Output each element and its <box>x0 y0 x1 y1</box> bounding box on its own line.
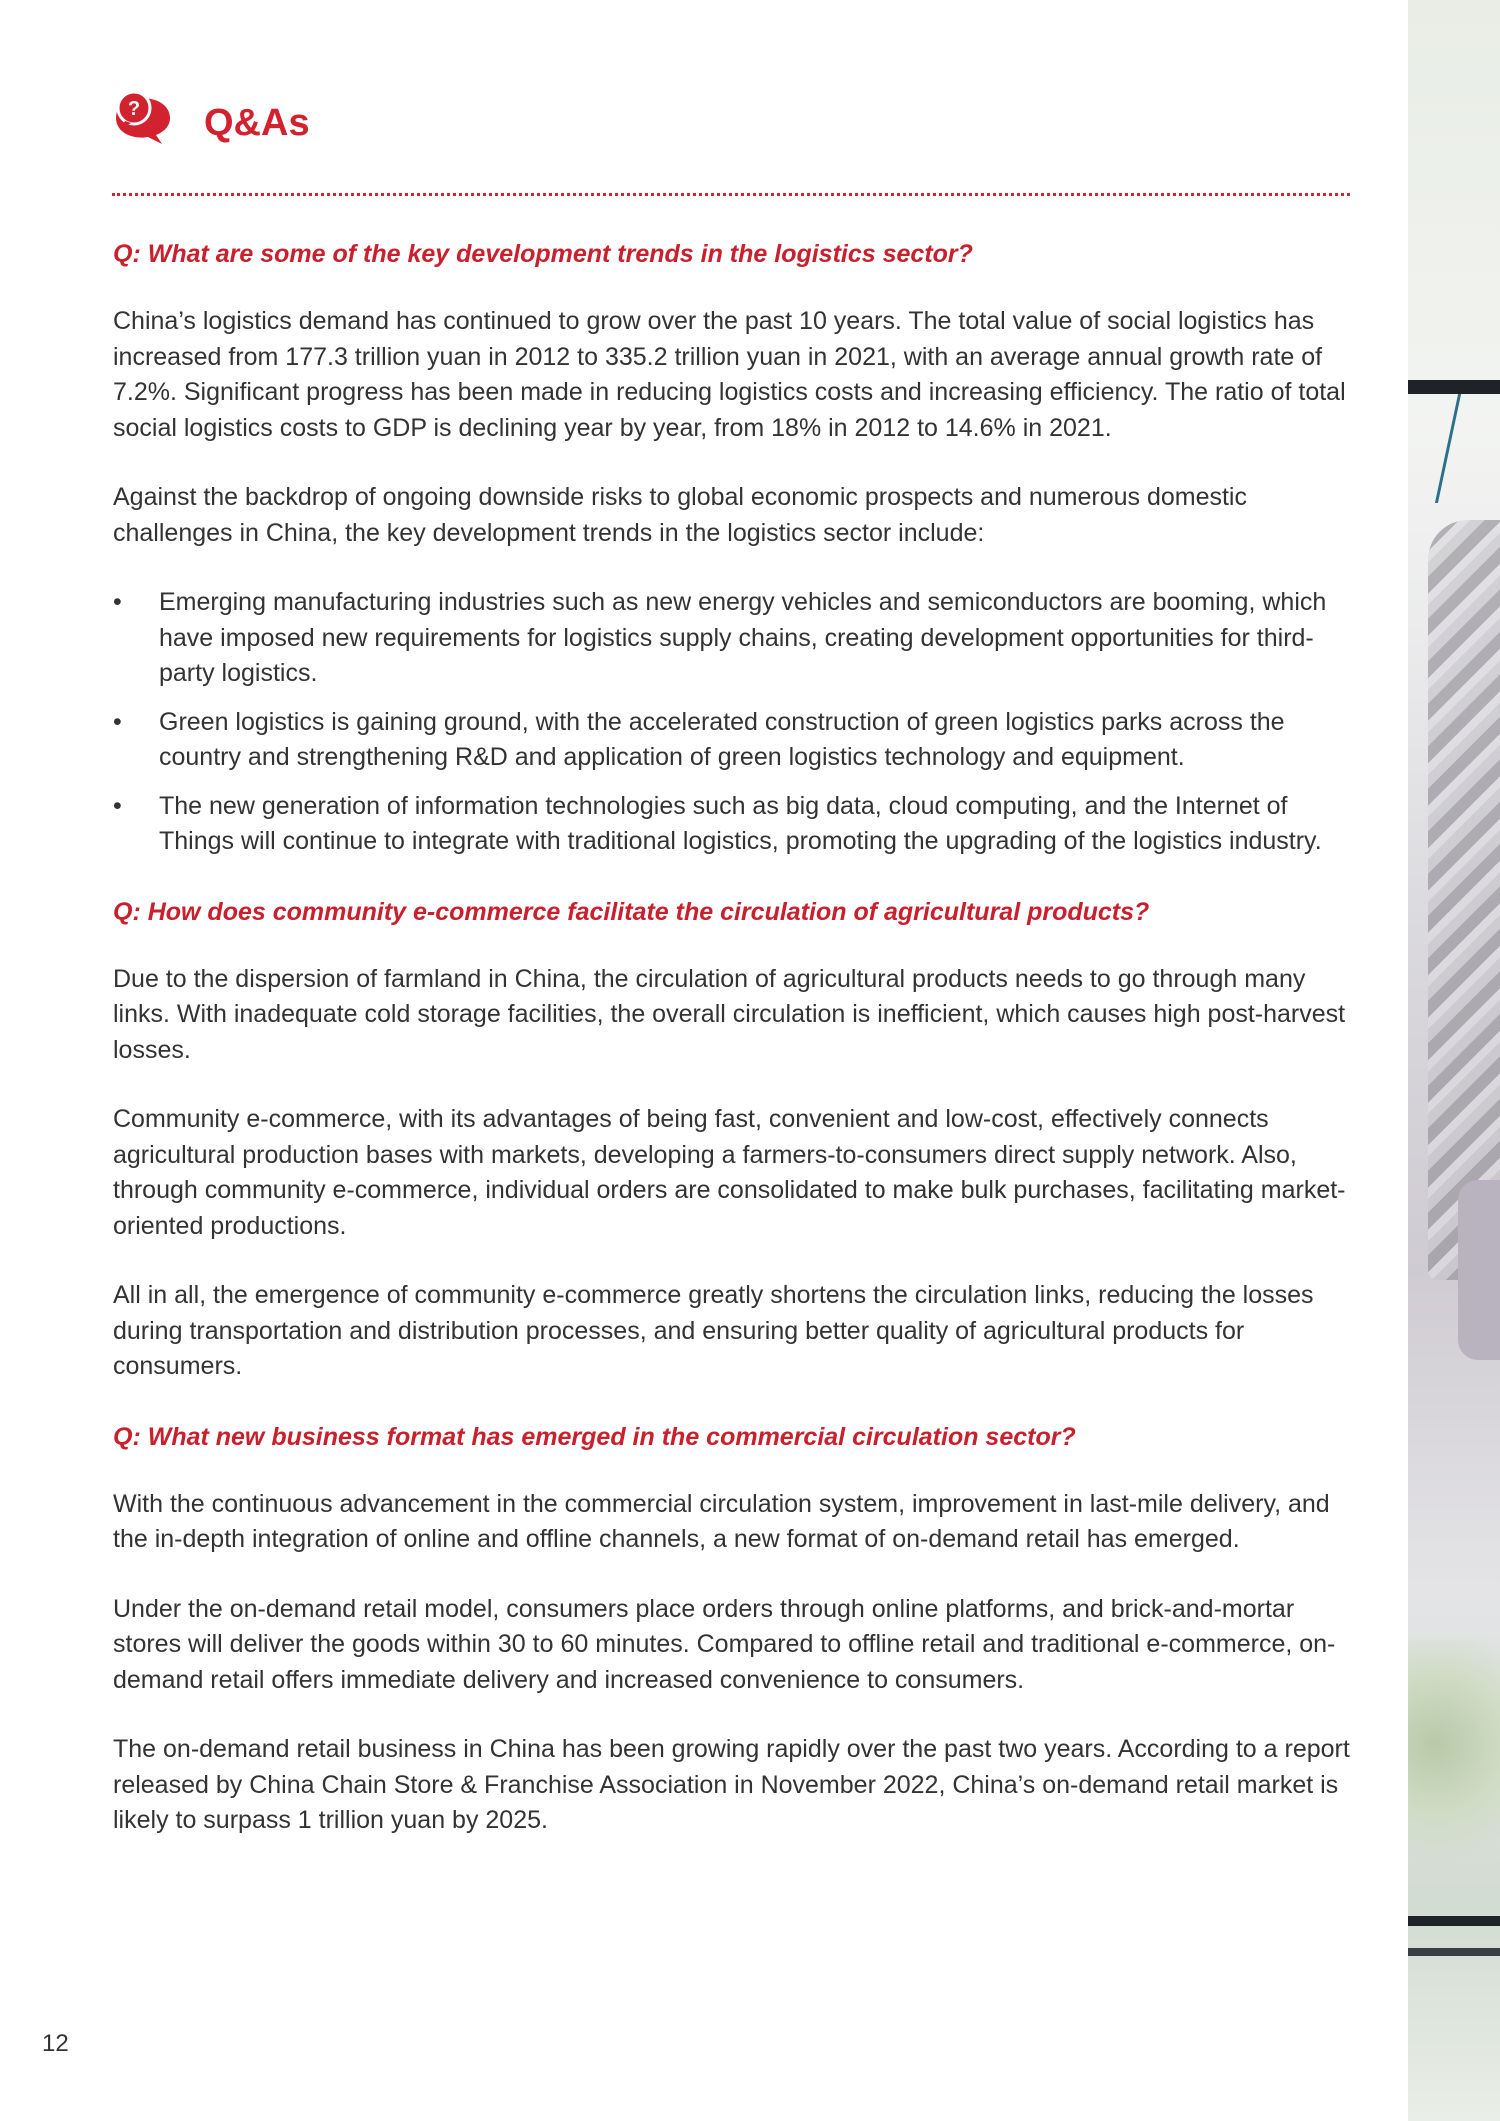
list-item-text: The new generation of information technologies such as big data, cloud computing, and the Internet of Things will continue to integrate with traditional logistics, promoting the upgrading of the logistics industry. <box>159 791 1322 855</box>
answer-paragraph: With the continuous advancement in the commercial circulation system, improvement in last-mile delivery, and the in-depth integration of online and offline channels, a new format of on-demand retail has emerged. <box>113 1489 1330 1553</box>
qa-section-community-ecommerce <box>113 894 1353 1385</box>
answer-paragraph: China’s logistics demand has continued to grow over the past 10 years. The total value of social logistics has increased from 177.3 trillion yuan in 2012 to 335.2 trillion yuan in 2021, with an average annual growth rate of 7.2%. Significant progress has been made in reducing logistics costs and increasing efficiency. The ratio of total social logistics costs to GDP is declining year by year, from 18% in 2012 to 14.6% in 2021. <box>113 307 1346 442</box>
qa-section-logistics <box>113 236 1353 860</box>
background-greenery <box>1408 1640 1500 1900</box>
answer-paragraph: Against the backdrop of ongoing downside risks to global economic prospects and numerous domestic challenges in China, the key development trends in the logistics sector include: <box>113 483 1247 547</box>
answer-paragraph: Under the on-demand retail model, consumers place orders through online platforms, and brick-and-mortar stores will deliver the goods within 30 to 60 minutes. Compared to offline retail and traditional e-commerce, on-demand retail offers immediate delivery and increased convenience to consumers. <box>113 1594 1336 1694</box>
answer-paragraph: The on-demand retail business in China has been growing rapidly over the past two years. According to a report released by China Chain Store & Franchise Association in November 2022, China’s on-demand retail market is likely to surpass 1 trillion yuan by 2025. <box>113 1735 1350 1834</box>
question-heading: Q: How does community e-commerce facilitate the circulation of agricultural products? <box>113 897 1150 926</box>
page-number: 12 <box>42 2030 69 2057</box>
answer-paragraph: Community e-commerce, with its advantages of being fast, convenient and low-cost, effectively connects agricultural production bases with markets, developing a farmers-to-consumers direct supply network. Also, through community e-commerce, individual orders are consolidated to make bulk purchases, facilitating market-oriented productions. <box>113 1105 1346 1240</box>
qa-content <box>113 236 1353 1873</box>
question-heading: Q: What are some of the key development trends in the logistics sector? <box>113 240 973 268</box>
bullet-marker: • <box>113 791 122 820</box>
page-title: Q&As <box>204 102 310 144</box>
list-item <box>113 585 1353 692</box>
qa-section-on-demand-retail <box>113 1419 1353 1839</box>
clothes-hanger <box>1435 380 1500 503</box>
hanging-garment <box>1428 520 1500 1280</box>
answer-paragraph: All in all, the emergence of community e-commerce greatly shortens the circulation links, reducing the losses during transportation and distribution processes, and ensuring better quality of agricultural products for consumers. <box>113 1281 1314 1380</box>
list-item-text: Green logistics is gaining ground, with the accelerated construction of green logistics parks across the country and strengthening R&D and application of green logistics technology and equipment. <box>159 707 1285 771</box>
window-frame-bar <box>1408 1916 1500 1926</box>
answer-paragraph: Due to the dispersion of farmland in China, the circulation of agricultural products needs to go through many links. With inadequate cold storage facilities, the overall circulation is inefficient, which causes high post-harvest losses. <box>113 964 1346 1064</box>
trend-list <box>113 585 1353 860</box>
hanging-garment-lower <box>1458 1180 1500 1360</box>
speech-bubbles-question-icon <box>112 88 178 148</box>
list-item <box>113 789 1353 860</box>
question-heading: Q: What new business format has emerged in the commercial circulation sector? <box>113 1422 1076 1451</box>
list-item <box>113 705 1353 776</box>
bullet-marker: • <box>113 588 122 616</box>
list-item-text: Emerging manufacturing industries such as new energy vehicles and semiconductors are booming, which have imposed new requirements for logistics supply chains, creating development opportunities for third-party logistics. <box>159 588 1327 687</box>
clothes-rail <box>1408 380 1500 394</box>
side-photo-strip <box>1408 0 1500 2121</box>
bullet-marker: • <box>113 707 122 736</box>
window-frame-bar-lower <box>1408 1948 1500 1956</box>
svg-text:?: ? <box>127 98 141 120</box>
dotted-divider <box>112 193 1350 196</box>
